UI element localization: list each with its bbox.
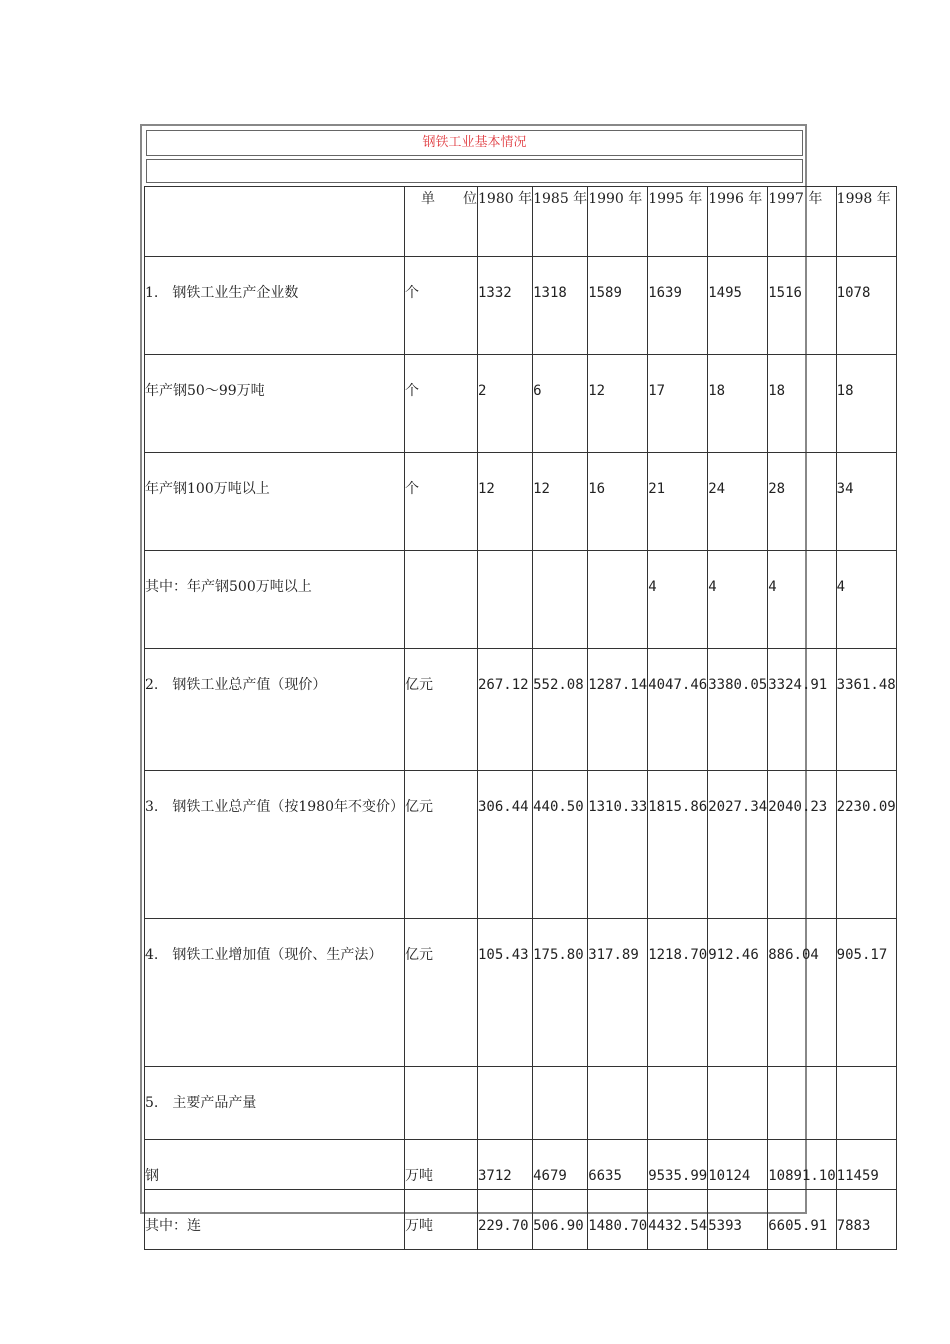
value-cell: 3324.91 [768, 649, 836, 771]
row-label: 年产钢50～99万吨 [145, 355, 405, 453]
value-cell [533, 1067, 588, 1140]
value-cell: 1078 [836, 257, 896, 355]
row-unit: 亿元 [405, 919, 478, 1067]
value-cell: 4432.54 [648, 1189, 708, 1249]
value-cell: 905.17 [836, 919, 896, 1067]
row-unit: 个 [405, 355, 478, 453]
value-cell: 6605.91 [768, 1189, 836, 1249]
table-row [145, 1140, 897, 1190]
value-cell: 1639 [648, 257, 708, 355]
value-cell: 12 [533, 453, 588, 551]
value-cell: 4 [648, 551, 708, 649]
value-cell: 105.43 [478, 919, 533, 1067]
value-cell: 886.04 [768, 919, 836, 1067]
value-cell: 440.50 [533, 771, 588, 919]
row-label: 2. 钢铁工业总产值（现价） [145, 649, 405, 771]
table-row [145, 453, 897, 551]
value-cell: 1310.33 [588, 771, 648, 919]
value-cell: 18 [836, 355, 896, 453]
value-cell: 11459 [836, 1140, 896, 1190]
header-year: 1998 年 [836, 187, 896, 257]
value-cell: 1495 [708, 257, 768, 355]
value-cell: 1480.70 [588, 1189, 648, 1249]
value-cell [588, 1067, 648, 1140]
table-row [145, 919, 897, 1067]
table-row [145, 551, 897, 649]
header-year: 1997 年 [768, 187, 836, 257]
row-unit [405, 1067, 478, 1140]
value-cell: 2027.34 [708, 771, 768, 919]
row-unit: 个 [405, 453, 478, 551]
value-cell: 28 [768, 453, 836, 551]
value-cell: 4679 [533, 1140, 588, 1190]
value-cell: 552.08 [533, 649, 588, 771]
value-cell: 506.90 [533, 1189, 588, 1249]
row-label: 4. 钢铁工业增加值（现价、生产法） [145, 919, 405, 1067]
value-cell: 5393 [708, 1189, 768, 1249]
steel-industry-table [144, 186, 897, 1250]
value-cell [768, 1067, 836, 1140]
header-year: 1985 年 [533, 187, 588, 257]
value-cell: 10124 [708, 1140, 768, 1190]
value-cell: 16 [588, 453, 648, 551]
header-item-cell [145, 187, 405, 257]
value-cell [533, 551, 588, 649]
value-cell: 4 [708, 551, 768, 649]
value-cell [588, 551, 648, 649]
value-cell: 4047.46 [648, 649, 708, 771]
value-cell: 6635 [588, 1140, 648, 1190]
table-row [145, 257, 897, 355]
value-cell: 306.44 [478, 771, 533, 919]
header-year: 1990 年 [588, 187, 648, 257]
table-row [145, 771, 897, 919]
row-label: 钢 [145, 1140, 405, 1190]
value-cell [708, 1067, 768, 1140]
value-cell: 4 [768, 551, 836, 649]
value-cell: 1589 [588, 257, 648, 355]
value-cell: 4 [836, 551, 896, 649]
table-row [145, 1189, 897, 1249]
value-cell: 1516 [768, 257, 836, 355]
value-cell: 21 [648, 453, 708, 551]
header-year: 1995 年 [648, 187, 708, 257]
value-cell: 3712 [478, 1140, 533, 1190]
value-cell: 3380.05 [708, 649, 768, 771]
row-label: 其中：连 [145, 1189, 405, 1249]
value-cell: 17 [648, 355, 708, 453]
row-unit: 个 [405, 257, 478, 355]
table-row [145, 355, 897, 453]
table-row [145, 1067, 897, 1140]
header-year: 1980 年 [478, 187, 533, 257]
value-cell: 1318 [533, 257, 588, 355]
data-table-frame [140, 124, 896, 1234]
value-cell: 9535.99 [648, 1140, 708, 1190]
value-cell: 317.89 [588, 919, 648, 1067]
value-cell [478, 1067, 533, 1140]
value-cell: 1287.14 [588, 649, 648, 771]
value-cell: 229.70 [478, 1189, 533, 1249]
value-cell: 18 [708, 355, 768, 453]
value-cell: 1218.70 [648, 919, 708, 1067]
table-title: 钢铁工业基本情况 [146, 130, 803, 156]
value-cell [478, 551, 533, 649]
row-unit: 亿元 [405, 649, 478, 771]
value-cell: 1332 [478, 257, 533, 355]
value-cell: 12 [478, 453, 533, 551]
table-row [145, 649, 897, 771]
row-unit: 亿元 [405, 771, 478, 919]
value-cell: 267.12 [478, 649, 533, 771]
value-cell: 2040.23 [768, 771, 836, 919]
header-unit: 单 位 [405, 187, 478, 257]
row-label: 其中：年产钢500万吨以上 [145, 551, 405, 649]
value-cell: 10891.10 [768, 1140, 836, 1190]
value-cell: 24 [708, 453, 768, 551]
value-cell: 2 [478, 355, 533, 453]
value-cell: 3361.48 [836, 649, 896, 771]
value-cell: 2230.09 [836, 771, 896, 919]
row-label: 3. 钢铁工业总产值（按1980年不变价） [145, 771, 405, 919]
header-year: 1996 年 [708, 187, 768, 257]
row-unit [405, 551, 478, 649]
header-row [145, 187, 897, 257]
value-cell: 912.46 [708, 919, 768, 1067]
value-cell: 12 [588, 355, 648, 453]
row-label: 1. 钢铁工业生产企业数 [145, 257, 405, 355]
value-cell: 6 [533, 355, 588, 453]
row-unit: 万吨 [405, 1189, 478, 1249]
value-cell: 7883 [836, 1189, 896, 1249]
value-cell [836, 1067, 896, 1140]
table-blank-row [146, 159, 803, 183]
value-cell: 1815.86 [648, 771, 708, 919]
row-label: 年产钢100万吨以上 [145, 453, 405, 551]
row-label: 5. 主要产品产量 [145, 1067, 405, 1140]
value-cell [648, 1067, 708, 1140]
value-cell: 175.80 [533, 919, 588, 1067]
row-unit: 万吨 [405, 1140, 478, 1190]
value-cell: 18 [768, 355, 836, 453]
value-cell: 34 [836, 453, 896, 551]
